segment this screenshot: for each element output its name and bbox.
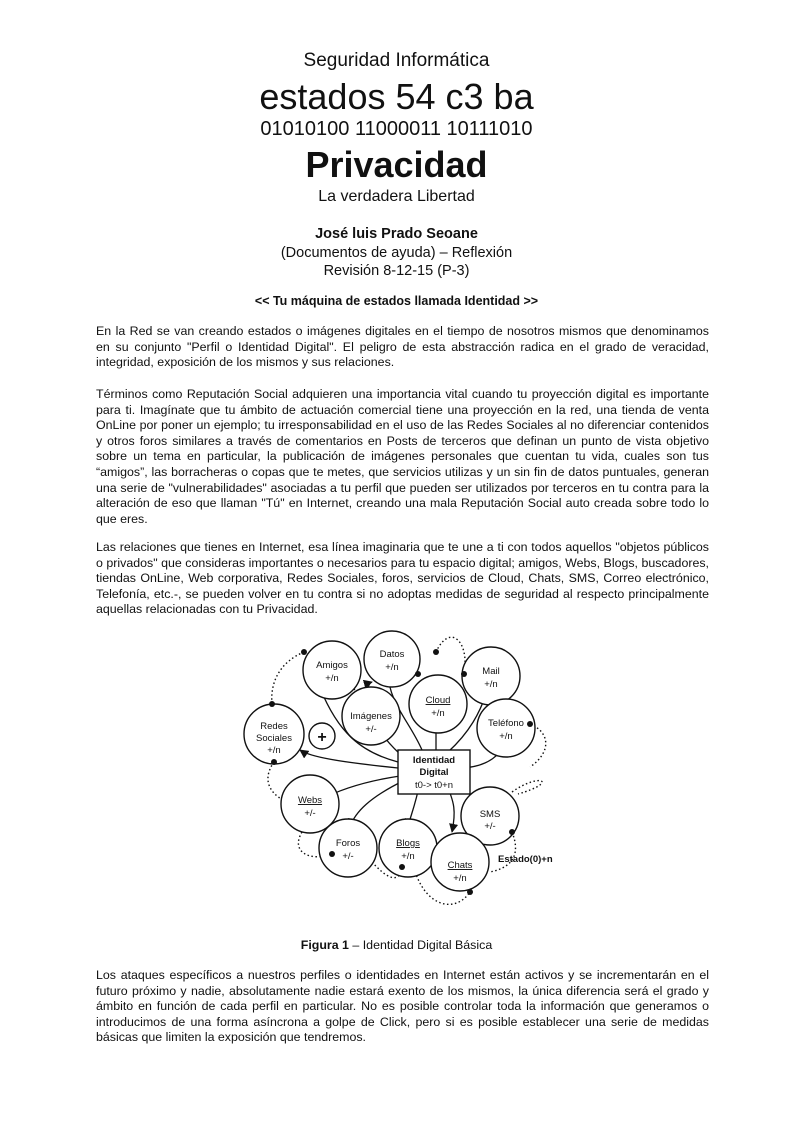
node-blogs-value: +/n [401, 851, 415, 862]
paragraph-3: Las relaciones que tienes en Internet, esa línea imaginaria que te une a ti con todos aquellos "objetos públicos o privados" que consideras importantes o necesarios para tu espacio digital; amigos, Webs, Blogs, buscadores, tiendas OnLine, Web corporativa, Redes Sociales, foros, servicios de Cloud, Chats, SMS, Correo electrónico, Telefonía, etc.-, se pueden volver en tu contra si no adoptas medidas de seguridad al respecto principalmente aquellas relacionadas con tu Privacidad. [96, 540, 709, 617]
author-name: José luis Prado Seoane [315, 226, 478, 242]
binary-line: 01010100 11000011 10111010 [260, 118, 533, 140]
node-chats-value: +/n [453, 873, 467, 884]
paragraph-1: En la Red se van creando estados o imágenes digitales en el tiempo de nosotros mismos que denominamos en su conjunto "Perfil o Identidad Digital". El peligro de esta abstracción radica en el grado de veracidad, integridad, exposición de los mismos y sus relaciones. [96, 324, 709, 370]
node-chats [431, 833, 489, 891]
node-chats-label: Chats [447, 860, 473, 871]
node-imagenes-value: +/- [365, 724, 377, 735]
node-amigos-value: +/n [325, 673, 339, 684]
state-label: Estado(0)+n [498, 854, 553, 865]
section-title: << Tu máquina de estados llamada Identidad >> [254, 294, 539, 308]
node-blogs-label: Blogs [396, 838, 420, 849]
node-redes-sociales [244, 704, 304, 764]
node-imagenes [342, 687, 400, 745]
node-mail-value: +/n [484, 679, 498, 690]
document-type: (Documentos de ayuda) – Reflexión [280, 245, 513, 261]
document-title: Privacidad [305, 144, 488, 185]
paragraph-4: Los ataques específicos a nuestros perfiles o identidades en Internet están activos y se incrementarán en el futuro próximo y nadie, absolutamente nadie estará exento de los mismos, la única diferencia será el grado y ámbito en función de cada perfil en particular. No es posible controlar toda la información que generamos o introducimos de una forma asíncrona a golpe de Click, pero si es posible establecer una serie de medidas básicas que limiten la exposición que tendremos. [96, 968, 709, 1045]
node-amigos [303, 641, 361, 699]
node-sms-label: SMS [479, 809, 501, 820]
node-datos [364, 631, 420, 687]
node-datos-value: +/n [385, 662, 399, 673]
node-datos-label: Datos [379, 649, 405, 660]
node-cloud [409, 675, 467, 733]
node-webs-value: +/- [304, 808, 316, 819]
node-amigos-label: Amigos [316, 660, 348, 671]
states-line: estados 54 c3 ba [259, 76, 534, 117]
node-cloud-value: +/n [431, 708, 445, 719]
node-redes-label: Redes [260, 721, 288, 732]
node-webs-label: Webs [297, 795, 323, 806]
node-redes-label-2: Sociales [256, 733, 292, 744]
identity-box-line2: Digital [419, 767, 449, 778]
node-telefono-value: +/n [499, 731, 513, 742]
figure-caption [0, 938, 793, 952]
node-foros-label: Foros [335, 838, 361, 849]
node-telefono-label: Teléfono [488, 718, 524, 729]
node-cloud-label: Cloud [425, 695, 451, 706]
node-mail-label: Mail [482, 666, 500, 677]
paragraph-2: Términos como Reputación Social adquieren una importancia vital cuando tu proyección digital es importante para ti. Imagínate que tu ámbito de actuación comercial tiene una proyección en la red, una tienda de venta OnLine por poner un ejemplo; tu irresponsabilidad en el uso de las Redes Sociales al no diferenciar contenidos y otros foros similares a través de comentarios en Posts de terceros que definan un punto de vista objetivo sobre un tema en particular, la publicación de imágenes personales que cuentan tu vida, cuales son tus “amigos”, las borracheras o copas que te metes, que servicios utilizas y un sin fin de datos puntuales, generan una serie de "vulnerabilidades" asociadas a tu perfil que pueden ser utilizados por terceros en tu contra para la alteración de eso que llaman "Tú" en Internet, creando una mala Reputación Social auto creada sobre todo lo que eres. [96, 387, 709, 526]
node-mail [462, 647, 520, 705]
identity-box [398, 750, 470, 794]
node-redes-value: +/n [267, 745, 281, 756]
plus-icon [309, 723, 335, 749]
revision-line: Revisión 8-12-15 (P-3) [323, 263, 470, 279]
node-blogs [379, 819, 437, 877]
figure-caption-label: Figura 1 [300, 938, 349, 952]
node-foros [319, 819, 377, 877]
document-kicker: Seguridad Informática [303, 50, 490, 71]
node-sms-value: +/- [484, 821, 496, 832]
figure-caption-text: – Identidad Digital Básica [348, 938, 493, 952]
node-foros-value: +/- [342, 851, 354, 862]
node-telefono [477, 699, 535, 757]
document-subtitle: La verdadera Libertad [318, 188, 475, 205]
identity-state-diagram [240, 622, 570, 922]
plus-symbol: + [317, 729, 327, 746]
identity-box-line1: Identidad [412, 755, 456, 766]
identity-box-line3: t0-> t0+n [414, 780, 454, 791]
node-imagenes-label: Imágenes [350, 711, 392, 722]
